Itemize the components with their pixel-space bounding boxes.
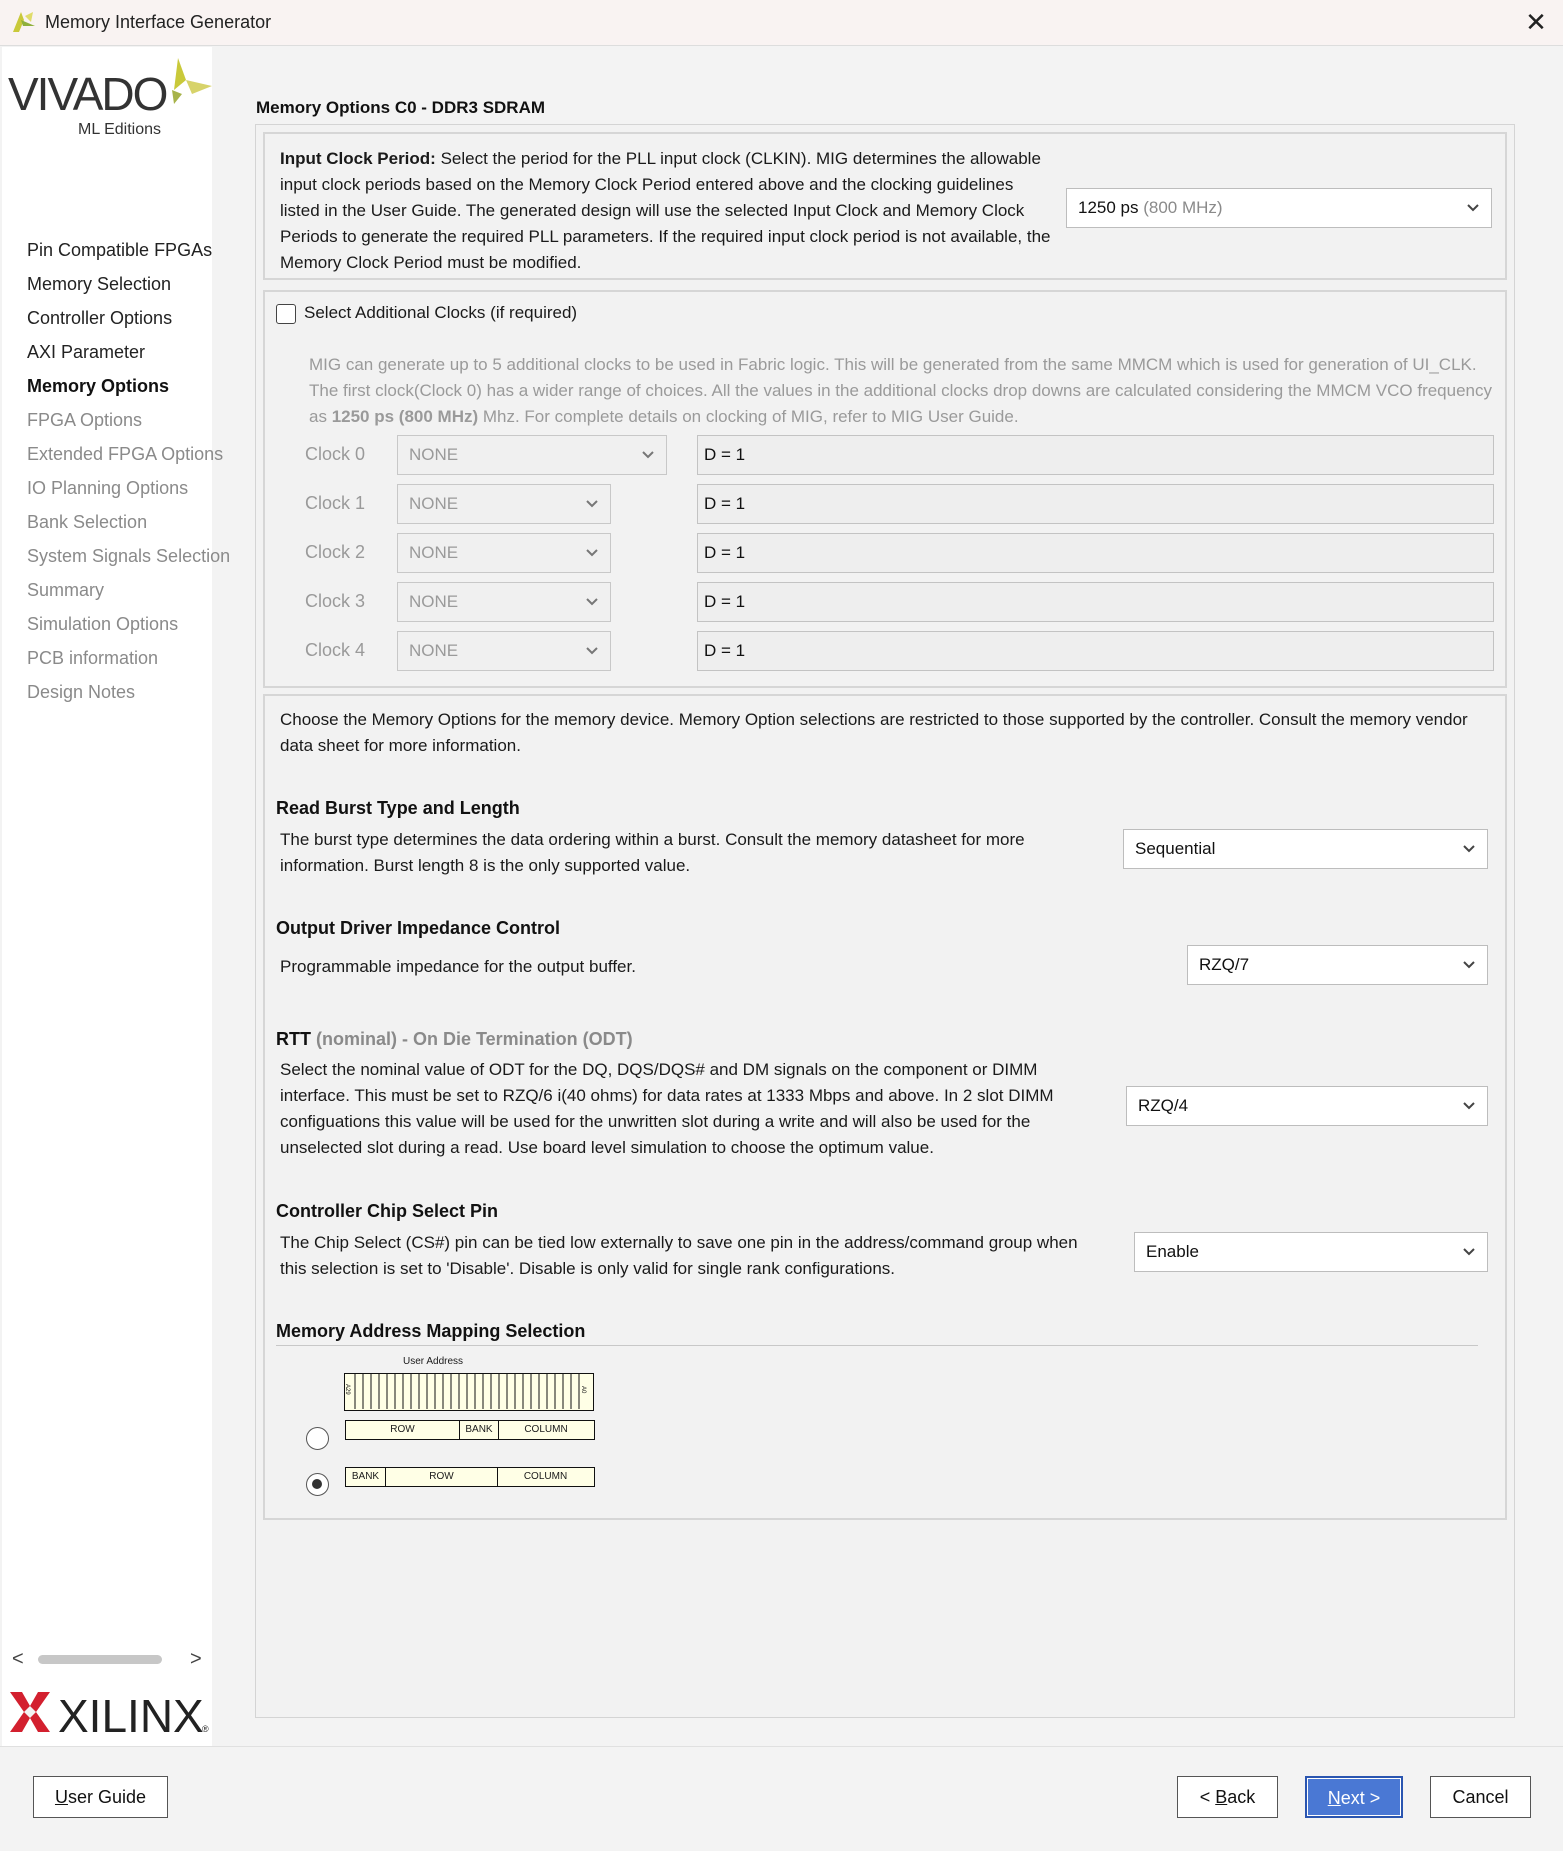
additional-clocks-label[interactable]: Select Additional Clocks (if required)	[304, 303, 578, 322]
chevron-down-icon	[1463, 1100, 1475, 1112]
clock-3-select: NONE	[397, 582, 611, 622]
rtt-select[interactable]: RZQ/4	[1126, 1086, 1488, 1126]
additional-clocks-checkbox[interactable]	[276, 304, 296, 324]
address-mapping-divider	[276, 1345, 1478, 1346]
sidebar-item-system-signals-selection: System Signals Selection	[27, 546, 231, 566]
registered-mark: ®	[202, 1724, 209, 1734]
rtt-heading: RTT (nominal) - On Die Termination (ODT)	[276, 1029, 633, 1049]
page-title: Memory Options C0 - DDR3 SDRAM	[256, 98, 546, 117]
title-bar	[0, 0, 1563, 46]
output-driver-description: Programmable impedance for the output buffer.	[280, 957, 636, 976]
clock-2-divider: D = 1	[697, 533, 1494, 573]
input-clock-value-hint: (800 MHz)	[1143, 198, 1223, 217]
memory-options-intro: Choose the Memory Options for the memory device. Memory Option selections are restricted to those supported by the controller. Consult the memory vendor data sheet for more information.	[280, 710, 1468, 755]
address-mapping-bank-row-column-radio[interactable]	[306, 1473, 329, 1496]
user-guide-button[interactable]: User Guide	[33, 1776, 168, 1818]
clock-3-label: Clock 3	[305, 591, 366, 611]
sidebar	[2, 47, 231, 1747]
sidebar-item-bank-selection: Bank Selection	[27, 512, 148, 532]
next-button[interactable]: Next >	[1305, 1776, 1403, 1818]
read-burst-description: The burst type determines the data ordering within a burst. Consult the memory datasheet for more information. Burst length 8 is the only supported value.	[280, 830, 1025, 875]
additional-clocks-description: MIG can generate up to 5 additional clocks to be used in Fabric logic. This will be generated from the same MMCM which is used for generation of UI_CLK. The first clock(Clock 0) has a wider range of choices. All the values in the additional clocks drop downs are calculated considering the MMCM VCO frequency as 1250 ps (800 MHz) Mhz. For complete details on clocking of MIG, refer to MIG User Guide.	[309, 355, 1493, 426]
input-clock-description: Input Clock Period: Select the period for the PLL input clock (CLKIN). MIG determines the allowable input clock periods based on the Memory Clock Period entered above and the clocking guidelines listed in the User Guide. The generated design will use the selected Input Clock and Memory Clock Periods to generate the required PLL parameters. If the required input clock period is not available, the Memory Clock Period must be modified.	[280, 149, 1051, 272]
clock-0-select: NONE	[397, 435, 667, 475]
address-mapping-row-bank-column: ROW BANK COLUMN	[345, 1420, 595, 1440]
address-mapping-row-bank-column-radio[interactable]	[306, 1427, 329, 1450]
clock-2-label: Clock 2	[305, 542, 366, 562]
vivado-logo-text: VIVADO	[8, 68, 167, 120]
sidebar-item-memory-selection[interactable]: Memory Selection	[27, 274, 172, 294]
chevron-down-icon	[586, 547, 598, 559]
input-clock-label: Input Clock Period:	[280, 149, 436, 168]
clock-4-label: Clock 4	[305, 640, 366, 660]
chip-select-description: The Chip Select (CS#) pin can be tied low externally to save one pin in the address/command group when this selection is set to 'Disable'. Disable is only valid for single rank configurations.	[280, 1233, 1078, 1278]
vivado-app-icon	[11, 10, 37, 34]
sidebar-item-summary: Summary	[27, 580, 105, 600]
sidebar-item-pin-compatible-fpgas[interactable]: Pin Compatible FPGAs	[27, 240, 213, 260]
close-icon[interactable]: ✕	[1525, 7, 1547, 37]
xilinx-logo-text: XILINX	[58, 1690, 204, 1742]
input-clock-period-select[interactable]	[1066, 188, 1492, 228]
vivado-logo	[6, 50, 211, 140]
chevron-down-icon	[642, 449, 654, 461]
chevron-down-icon	[1467, 202, 1479, 214]
user-address-label: User Address	[403, 1356, 464, 1367]
sidebar-item-axi-parameter[interactable]: AXI Parameter	[27, 342, 146, 362]
clock-3-divider: D = 1	[697, 582, 1494, 622]
clock-2-select: NONE	[397, 533, 611, 573]
input-clock-value: 1250 ps	[1078, 198, 1139, 217]
scroll-right-icon[interactable]: >	[190, 1648, 202, 1670]
chevron-down-icon	[1463, 959, 1475, 971]
read-burst-heading: Read Burst Type and Length	[276, 798, 520, 818]
sidebar-item-fpga-options: FPGA Options	[27, 410, 143, 430]
chevron-down-icon	[586, 498, 598, 510]
sidebar-item-pcb-information: PCB information	[27, 648, 159, 668]
xilinx-logo	[6, 1680, 211, 1740]
sidebar-item-io-planning-options: IO Planning Options	[27, 478, 189, 498]
clock-1-label: Clock 1	[305, 493, 366, 513]
output-driver-select[interactable]: RZQ/7	[1187, 945, 1488, 985]
clock-4-select: NONE	[397, 631, 611, 671]
clock-0-label: Clock 0	[305, 444, 366, 464]
clock-0-divider: D = 1	[697, 435, 1494, 475]
chevron-down-icon	[586, 596, 598, 608]
rtt-description: Select the nominal value of ODT for the DQ, DQS/DQS# and DM signals on the component or DIMM interface. This must be set to RZQ/6 i(40 ohms) for data rates at 1333 Mbps and above. In 2 slot DIMM configuations this value will be used for the unwritten slot during a write and will also be used for the unselected slot during a read. Use board level simulation to choose the optimum value.	[280, 1060, 1054, 1157]
clock-1-select: NONE	[397, 484, 611, 524]
cancel-button[interactable]: Cancel	[1430, 1776, 1531, 1818]
close-button[interactable]	[1520, 8, 1552, 38]
address-mapping-bank-row-column: BANK ROW COLUMN	[345, 1467, 595, 1487]
chip-select-heading: Controller Chip Select Pin	[276, 1201, 499, 1221]
read-burst-select[interactable]: Sequential	[1123, 829, 1488, 869]
scroll-left-icon[interactable]: <	[12, 1648, 24, 1670]
sidebar-item-memory-options[interactable]: Memory Options	[27, 376, 170, 396]
user-address-bits	[344, 1373, 594, 1411]
clock-4-divider: D = 1	[697, 631, 1494, 671]
chevron-down-icon	[1463, 1246, 1475, 1258]
chip-select-select[interactable]: Enable	[1134, 1232, 1488, 1272]
output-driver-heading: Output Driver Impedance Control	[276, 918, 561, 938]
sidebar-item-design-notes: Design Notes	[27, 682, 136, 702]
address-mapping-heading: Memory Address Mapping Selection	[276, 1321, 586, 1341]
window-title: Memory Interface Generator	[45, 12, 272, 32]
back-button[interactable]: < Back	[1177, 1776, 1278, 1818]
address-msb-label: A29	[344, 1384, 350, 1395]
clock-1-divider: D = 1	[697, 484, 1494, 524]
chevron-down-icon	[1463, 843, 1475, 855]
sidebar-item-simulation-options: Simulation Options	[27, 614, 179, 634]
sidebar-item-extended-fpga-options: Extended FPGA Options	[27, 444, 224, 464]
vivado-logo-subtitle: ML Editions	[78, 121, 161, 138]
chevron-down-icon	[586, 645, 598, 657]
sidebar-horizontal-scrollbar[interactable]	[12, 1648, 204, 1670]
sidebar-item-controller-options[interactable]: Controller Options	[27, 308, 173, 328]
scrollbar-thumb[interactable]	[38, 1655, 162, 1664]
address-lsb-label: A0	[580, 1386, 586, 1394]
